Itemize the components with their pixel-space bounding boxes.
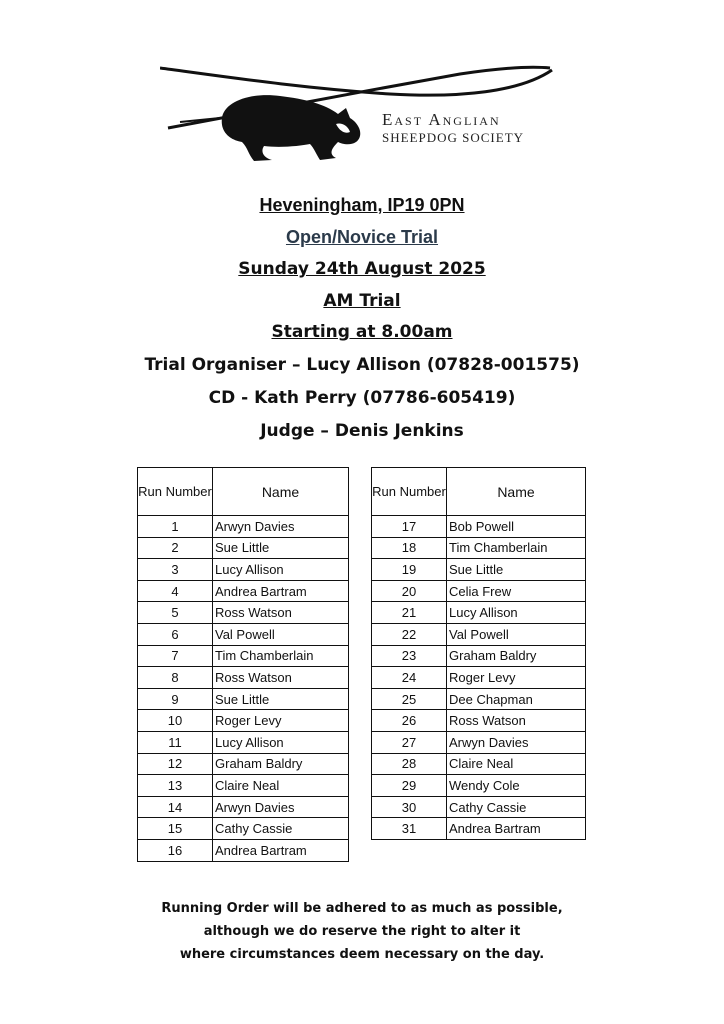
handler-name-cell: Arwyn Davies: [447, 731, 586, 753]
handler-name-cell: Ross Watson: [447, 710, 586, 732]
table-row: [138, 775, 349, 797]
table-row: [372, 731, 586, 753]
run-number-cell: 20: [372, 580, 447, 602]
table-row: [372, 516, 586, 538]
table-header-row: [372, 468, 586, 516]
trial-type-heading: Open/Novice Trial: [285, 227, 439, 247]
run-number-cell: 3: [138, 559, 213, 581]
handler-name-cell: Ross Watson: [213, 602, 349, 624]
run-number-cell: 25: [372, 688, 447, 710]
run-number-cell: 5: [138, 602, 213, 624]
handler-name-cell: Arwyn Davies: [213, 516, 349, 538]
handler-name-cell: Sue Little: [213, 688, 349, 710]
footer-line: Running Order will be adhered to as much as possible,: [161, 901, 563, 916]
table-row: [372, 753, 586, 775]
table-row: [372, 645, 586, 667]
run-number-cell: 30: [372, 796, 447, 818]
handler-name-cell: Wendy Cole: [447, 775, 586, 797]
table-row: [138, 667, 349, 689]
run-number-cell: 12: [138, 753, 213, 775]
run-number-cell: 17: [372, 516, 447, 538]
table-row: [372, 818, 586, 840]
run-number-cell: 8: [138, 667, 213, 689]
table-row: [372, 688, 586, 710]
venue-heading: Heveningham, IP19 0PN: [259, 195, 465, 215]
table-row: [138, 753, 349, 775]
run-number-header: Run Number: [372, 468, 447, 516]
handler-name-cell: Cathy Cassie: [447, 796, 586, 818]
name-header: Name: [447, 468, 586, 516]
table-row: [138, 537, 349, 559]
footer-line: where circumstances deem necessary on the day.: [179, 947, 545, 962]
run-number-cell: 18: [372, 537, 447, 559]
handler-name-cell: Bob Powell: [447, 516, 586, 538]
handler-name-cell: Tim Chamberlain: [213, 645, 349, 667]
table-row: [138, 580, 349, 602]
run-number-cell: 22: [372, 623, 447, 645]
run-number-cell: 24: [372, 667, 447, 689]
table-row: [138, 796, 349, 818]
table-row: [138, 839, 349, 861]
handler-name-cell: Lucy Allison: [447, 602, 586, 624]
run-number-cell: 1: [138, 516, 213, 538]
run-number-cell: 15: [138, 818, 213, 840]
run-number-cell: 14: [138, 796, 213, 818]
table-row: [372, 623, 586, 645]
handler-name-cell: Andrea Bartram: [213, 580, 349, 602]
session-heading: AM Trial: [323, 291, 401, 311]
table-row: [372, 710, 586, 732]
handler-name-cell: Andrea Bartram: [447, 818, 586, 840]
run-number-cell: 2: [138, 537, 213, 559]
running-order-table-left: [137, 467, 349, 862]
handler-name-cell: Graham Baldry: [213, 753, 349, 775]
table-row: [138, 710, 349, 732]
run-number-cell: 23: [372, 645, 447, 667]
judge-line: Judge – Denis Jenkins: [260, 421, 464, 441]
run-number-cell: 28: [372, 753, 447, 775]
run-number-cell: 27: [372, 731, 447, 753]
handler-name-cell: Roger Levy: [447, 667, 586, 689]
date-heading: Sunday 24th August 2025: [238, 259, 486, 279]
handler-name-cell: Roger Levy: [213, 710, 349, 732]
handler-name-cell: Arwyn Davies: [213, 796, 349, 818]
handler-name-cell: Claire Neal: [213, 775, 349, 797]
run-number-cell: 21: [372, 602, 447, 624]
table-row: [138, 731, 349, 753]
run-number-cell: 6: [138, 623, 213, 645]
handler-name-cell: Lucy Allison: [213, 731, 349, 753]
run-number-cell: 11: [138, 731, 213, 753]
table-row: [372, 667, 586, 689]
run-number-cell: 26: [372, 710, 447, 732]
footer-note: [0, 897, 724, 966]
table-row: [138, 645, 349, 667]
table-row: [372, 537, 586, 559]
run-number-cell: 13: [138, 775, 213, 797]
table-row: [372, 602, 586, 624]
run-number-cell: 16: [138, 839, 213, 861]
handler-name-cell: Graham Baldry: [447, 645, 586, 667]
run-number-cell: 10: [138, 710, 213, 732]
run-number-cell: 7: [138, 645, 213, 667]
table-row: [138, 688, 349, 710]
run-number-cell: 4: [138, 580, 213, 602]
handler-name-cell: Tim Chamberlain: [447, 537, 586, 559]
handler-name-cell: Lucy Allison: [213, 559, 349, 581]
running-order-table-right: [371, 467, 586, 840]
handler-name-cell: Val Powell: [447, 623, 586, 645]
organiser-line: Trial Organiser – Lucy Allison (07828-001575): [144, 355, 580, 375]
start-time-heading: Starting at 8.00am: [271, 322, 453, 342]
run-number-header: Run Number: [138, 468, 213, 516]
table-row: [372, 580, 586, 602]
handler-name-cell: Celia Frew: [447, 580, 586, 602]
run-number-cell: 31: [372, 818, 447, 840]
logo-title: East Anglian: [382, 110, 501, 129]
handler-name-cell: Dee Chapman: [447, 688, 586, 710]
cd-line: CD - Kath Perry (07786-605419): [208, 388, 516, 408]
run-number-cell: 9: [138, 688, 213, 710]
logo-subtitle: SHEEPDOG SOCIETY: [382, 130, 525, 145]
table-row: [138, 516, 349, 538]
handler-name-cell: Claire Neal: [447, 753, 586, 775]
table-row: [138, 623, 349, 645]
handler-name-cell: Andrea Bartram: [213, 839, 349, 861]
table-row: [138, 602, 349, 624]
handler-name-cell: Ross Watson: [213, 667, 349, 689]
footer-line: although we do reserve the right to alter it: [203, 924, 521, 939]
handler-name-cell: Sue Little: [447, 559, 586, 581]
table-row: [138, 818, 349, 840]
table-header-row: [138, 468, 349, 516]
society-logo: [160, 62, 560, 172]
table-row: [372, 559, 586, 581]
table-row: [138, 559, 349, 581]
handler-name-cell: Cathy Cassie: [213, 818, 349, 840]
run-number-cell: 19: [372, 559, 447, 581]
table-row: [372, 796, 586, 818]
handler-name-cell: Val Powell: [213, 623, 349, 645]
handler-name-cell: Sue Little: [213, 537, 349, 559]
name-header: Name: [213, 468, 349, 516]
table-row: [372, 775, 586, 797]
run-number-cell: 29: [372, 775, 447, 797]
